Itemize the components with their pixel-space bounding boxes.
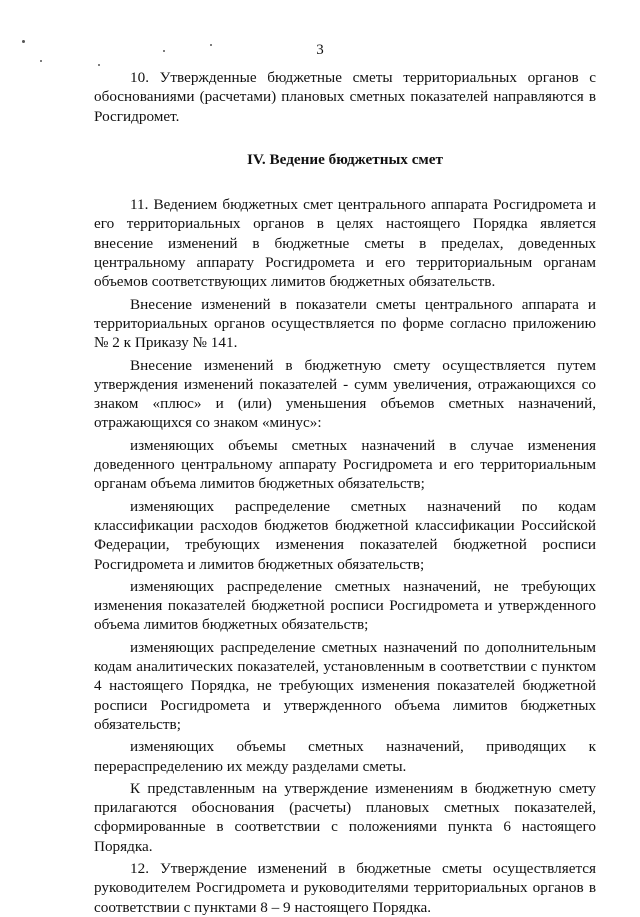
scan-speck xyxy=(98,64,100,66)
paragraph-12: 12. Утверждение изменений в бюджетные сметы осуществляется руководителем Росгидромета и руководителями территориальных органов в соответствии с пунктами 8 – 9 настоящего Порядка. xyxy=(94,859,596,916)
document-body xyxy=(94,68,596,917)
paragraph-10: 10. Утвержденные бюджетные сметы территориальных органов с обоснованиями (расчетами) плановых сметных показателей направляются в Росгидромет. xyxy=(94,69,596,125)
paragraph: Внесение изменений в бюджетную смету осуществляется путем утверждения изменений показателей - сумм увеличения, отражающихся со знаком «плюс» и (или) уменьшения объемов сметных назначений, отражающихся со знаком «минус»: xyxy=(94,356,596,432)
paragraph-11: 11. Ведением бюджетных смет центрального аппарата Росгидромета и его территориальных органов в целях настоящего Порядка является внесение изменений в бюджетные сметы в пределах, доведенных центральному аппарату Росгидромета и его территориальным органам объемов соответствующих лимитов бюджетных обязательств. xyxy=(94,196,596,291)
list-item: изменяющих распределение сметных назначений по кодам классификации расходов бюджетов бюджетной классификации Российской Федерации, требующих изменения показателей бюджетной росписи Росгидромета и лимитов бюджетных обязательств; xyxy=(94,497,596,573)
list-item: изменяющих распределение сметных назначений по дополнительным кодам аналитических показателей, установленным в соответствии с пунктом 4 настоящего Порядка, не требующих изменения показателей бюджетной росписи Росгидромета и утвержденного объема лимитов бюджетных обязательств; xyxy=(94,638,596,733)
list-item: изменяющих объемы сметных назначений, приводящих к перераспределению их между разделами сметы. xyxy=(94,738,596,775)
page-number: 3 xyxy=(316,42,324,58)
paragraph: К представленным на утверждение изменениям в бюджетную смету прилагаются обоснования (расчеты) плановых сметных показателей, сформированные в соответствии с положениями пункта 6 настоящего Порядка. xyxy=(94,779,596,855)
scan-speck xyxy=(40,60,42,62)
list-item: изменяющих распределение сметных назначений, не требующих изменения показателей бюджетной росписи Росгидромета и утвержденного объема лимитов бюджетных обязательств; xyxy=(94,577,596,634)
list-item: изменяющих объемы сметных назначений в случае изменения доведенного центральному аппарату Росгидромета и его территориальным органам объема лимитов бюджетных обязательств; xyxy=(94,436,596,493)
section-heading: IV. Ведение бюджетных смет xyxy=(247,150,443,168)
paragraph: Внесение изменений в показатели сметы центрального аппарата и территориальных органов осуществляется по форме согласно приложению № 2 к Приказу № 141. xyxy=(94,295,596,352)
